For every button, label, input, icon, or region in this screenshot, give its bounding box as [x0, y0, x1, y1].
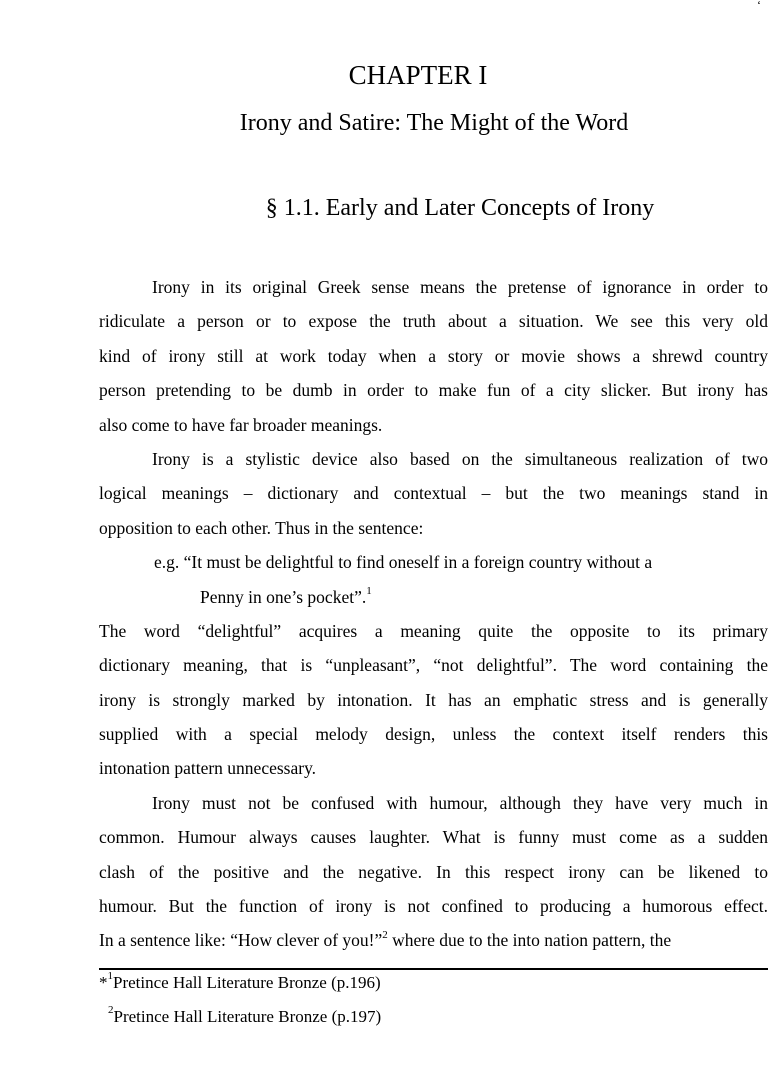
paragraph-line: supplied with a special melody design, unless the context itself renders this: [99, 724, 768, 745]
body-text: [99, 270, 768, 958]
paragraph-line: Irony in its original Greek sense means the pretense of ignorance in order to: [152, 277, 768, 297]
footnote-1: [99, 972, 381, 994]
paragraph-line: irony is strongly marked by intonation. It has an emphatic stress and is generally: [99, 689, 768, 710]
paragraph-line: clash of the positive and the negative. In this respect irony can be likened to: [99, 861, 768, 882]
footnote-divider: [99, 968, 768, 970]
paragraph-line: person pretending to be dumb in order to make fun of a city slicker. But irony has: [99, 380, 768, 401]
paragraph-line: Irony must not be confused with humour, although they have very much in: [152, 792, 768, 813]
paragraph-line: [99, 923, 768, 957]
paragraph-text: In a sentence like: “How clever of you!”: [99, 930, 383, 951]
footnote-number: 2: [108, 1004, 114, 1017]
example-line: [99, 580, 768, 614]
footnote-2: [108, 1006, 381, 1028]
paragraph-line: The word “delightful” acquires a meaning quite the opposite to its primary: [99, 620, 768, 641]
chapter-title: CHAPTER I: [348, 60, 488, 90]
paragraph-line: kind of irony still at work today when a story or movie shows a shrewd country: [99, 345, 768, 366]
paragraph-line: logical meanings – dictionary and contextual – but the two meanings stand in: [99, 483, 768, 504]
paragraph-text: where due to the into nation pattern, the: [387, 930, 672, 951]
footnote-text: Pretince Hall Literature Bronze (p.196): [113, 973, 381, 992]
corner-mark: ‘: [757, 0, 761, 12]
section-heading: § 1.1. Early and Later Concepts of Irony: [265, 195, 655, 221]
paragraph-line: humour. But the function of irony is not confined to producing a humorous effect.: [99, 896, 768, 917]
chapter-subtitle: Irony and Satire: The Might of the Word: [239, 110, 629, 136]
paragraph-line: intonation pattern unnecessary.: [99, 758, 317, 779]
paragraph-line: also come to have far broader meanings.: [99, 414, 383, 435]
footnote-ref: 1: [366, 584, 372, 597]
paragraph-line: dictionary meaning, that is “unpleasant”, “not delightful”. The word containing the: [99, 655, 768, 676]
example-line: e.g. “It must be delightful to find oneself in a foreign country without a: [154, 552, 653, 573]
footnote-asterisk: *: [99, 973, 108, 992]
example-text: Penny in one’s pocket”.: [200, 586, 367, 607]
paragraph-line: Irony is a stylistic device also based on the simultaneous realization of two: [152, 448, 768, 469]
paragraph-line: opposition to each other. Thus in the sentence:: [99, 517, 424, 538]
footnote-number: 1: [107, 970, 113, 983]
paragraph-line: common. Humour always causes laughter. What is funny must come as a sudden: [99, 827, 768, 848]
footnote-ref: 2: [382, 928, 388, 941]
footnote-text: Pretince Hall Literature Bronze (p.197): [113, 1007, 382, 1026]
paragraph-line: ridiculate a person or to expose the truth about a situation. We see this very old: [99, 311, 768, 332]
